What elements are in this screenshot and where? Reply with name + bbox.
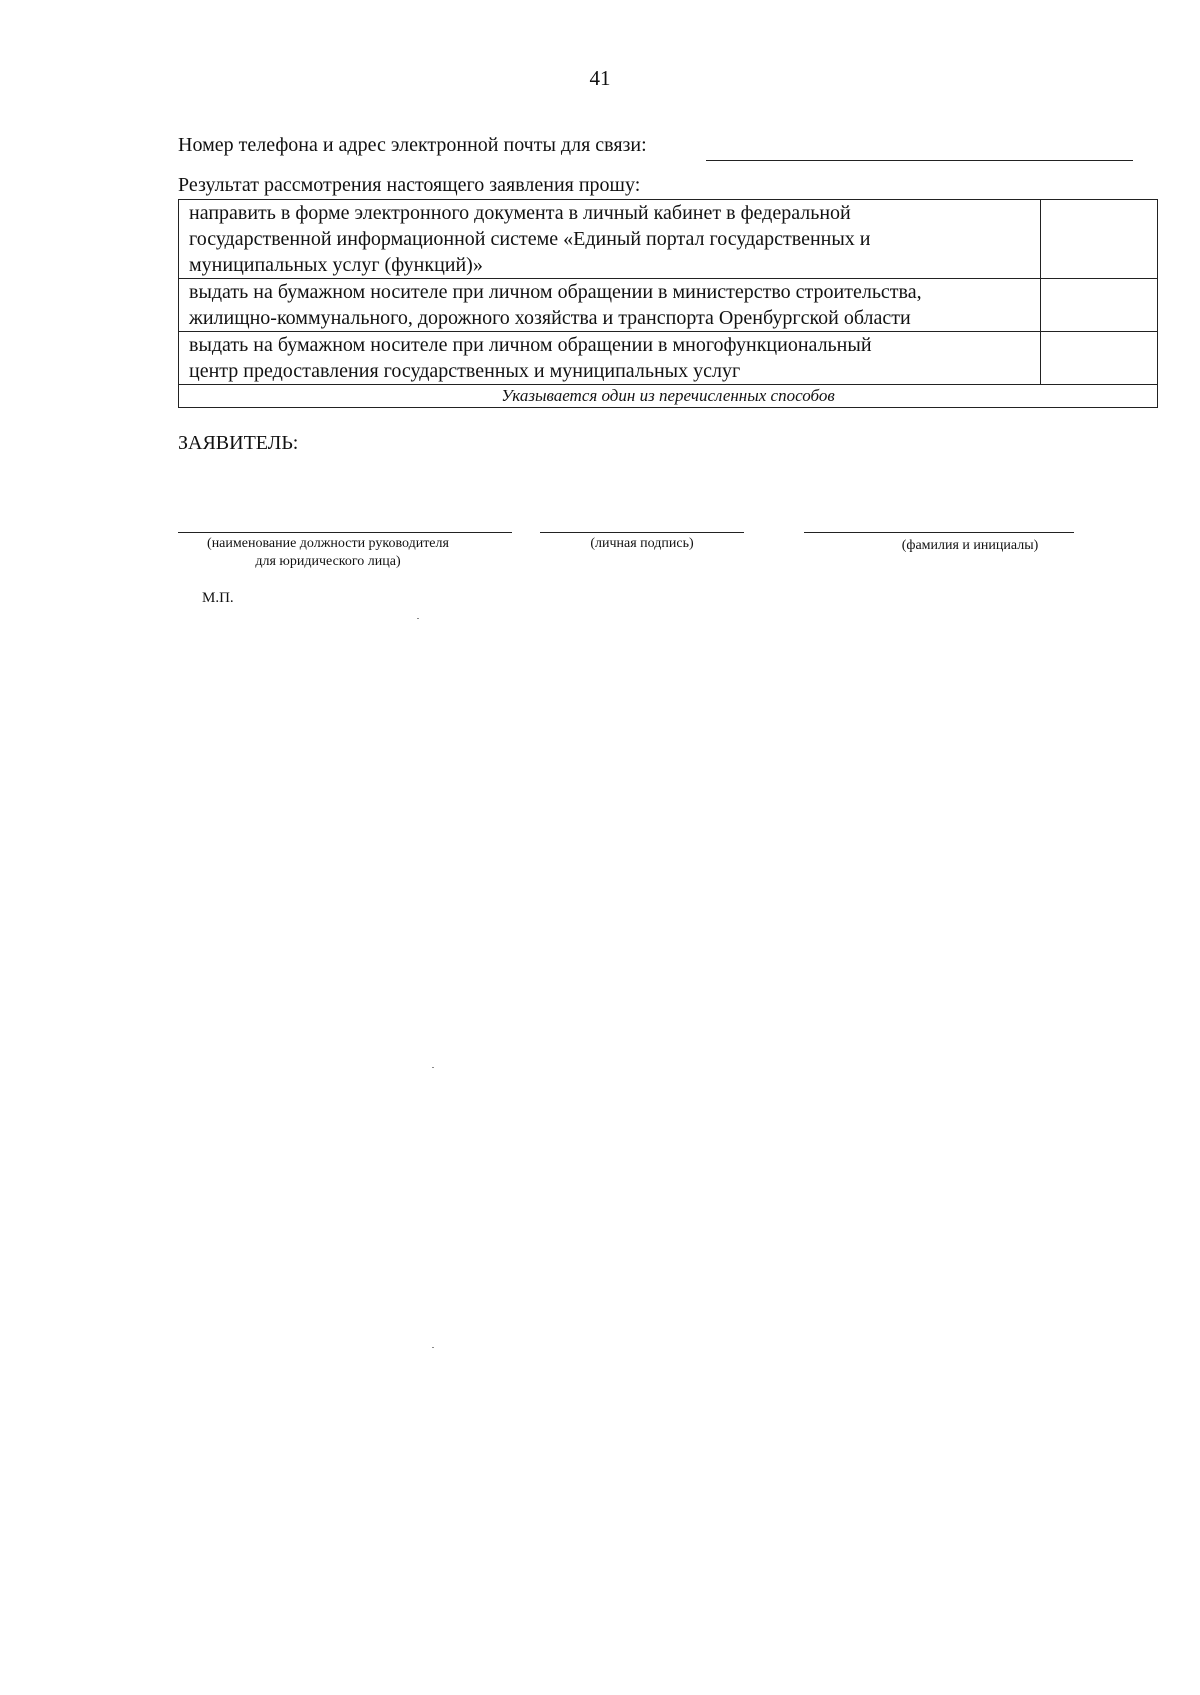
contact-label: Номер телефона и адрес электронной почты для связи: [178, 134, 647, 156]
option-note: Указывается один из перечисленных способов [179, 385, 1158, 408]
applicant-label: ЗАЯВИТЕЛЬ: [178, 432, 299, 454]
option-row-electronic [179, 200, 1158, 279]
option-note-row [179, 385, 1158, 408]
option-line: муниципальных услуг (функций)» [189, 254, 483, 276]
option-checkbox-ministry[interactable] [1041, 279, 1158, 332]
result-heading: Результат рассмотрения настоящего заявления прошу: [178, 174, 641, 196]
option-text-electronic [179, 200, 1041, 279]
result-options-table [178, 199, 1158, 408]
signature-caption: (личная подпись) [590, 536, 694, 551]
name-caption: (фамилия и инициалы) [901, 538, 1039, 553]
option-checkbox-electronic[interactable] [1041, 200, 1158, 279]
option-line: жилищно-коммунального, дорожного хозяйства и транспорта Оренбургской области [189, 307, 911, 329]
name-blank-field[interactable] [804, 532, 1074, 533]
option-row-mfc [179, 332, 1158, 385]
option-text-ministry [179, 279, 1041, 332]
position-caption-line: (наименование должности руководителя [207, 536, 449, 551]
option-line: выдать на бумажном носителе при личном обращении в министерство строительства, [189, 281, 922, 303]
scan-speck [432, 1347, 434, 1348]
scan-speck [432, 1067, 434, 1068]
option-line: государственной информационной системе «Единый портал государственных и [189, 228, 871, 250]
signature-blank-field[interactable] [540, 532, 744, 533]
option-row-ministry [179, 279, 1158, 332]
option-line: направить в форме электронного документа в личный кабинет в федеральной [189, 202, 851, 224]
contact-blank-field[interactable] [706, 160, 1133, 161]
option-line: центр предоставления государственных и муниципальных услуг [189, 360, 741, 382]
stamp-place: М.П. [202, 590, 234, 606]
position-caption-line: для юридического лица) [255, 554, 401, 569]
position-blank-field[interactable] [178, 532, 512, 533]
page-number: 41 [589, 66, 611, 90]
option-checkbox-mfc[interactable] [1041, 332, 1158, 385]
option-line: выдать на бумажном носителе при личном обращении в многофункциональный [189, 334, 872, 356]
scan-speck [417, 618, 419, 619]
option-text-mfc [179, 332, 1041, 385]
position-caption [178, 535, 478, 571]
